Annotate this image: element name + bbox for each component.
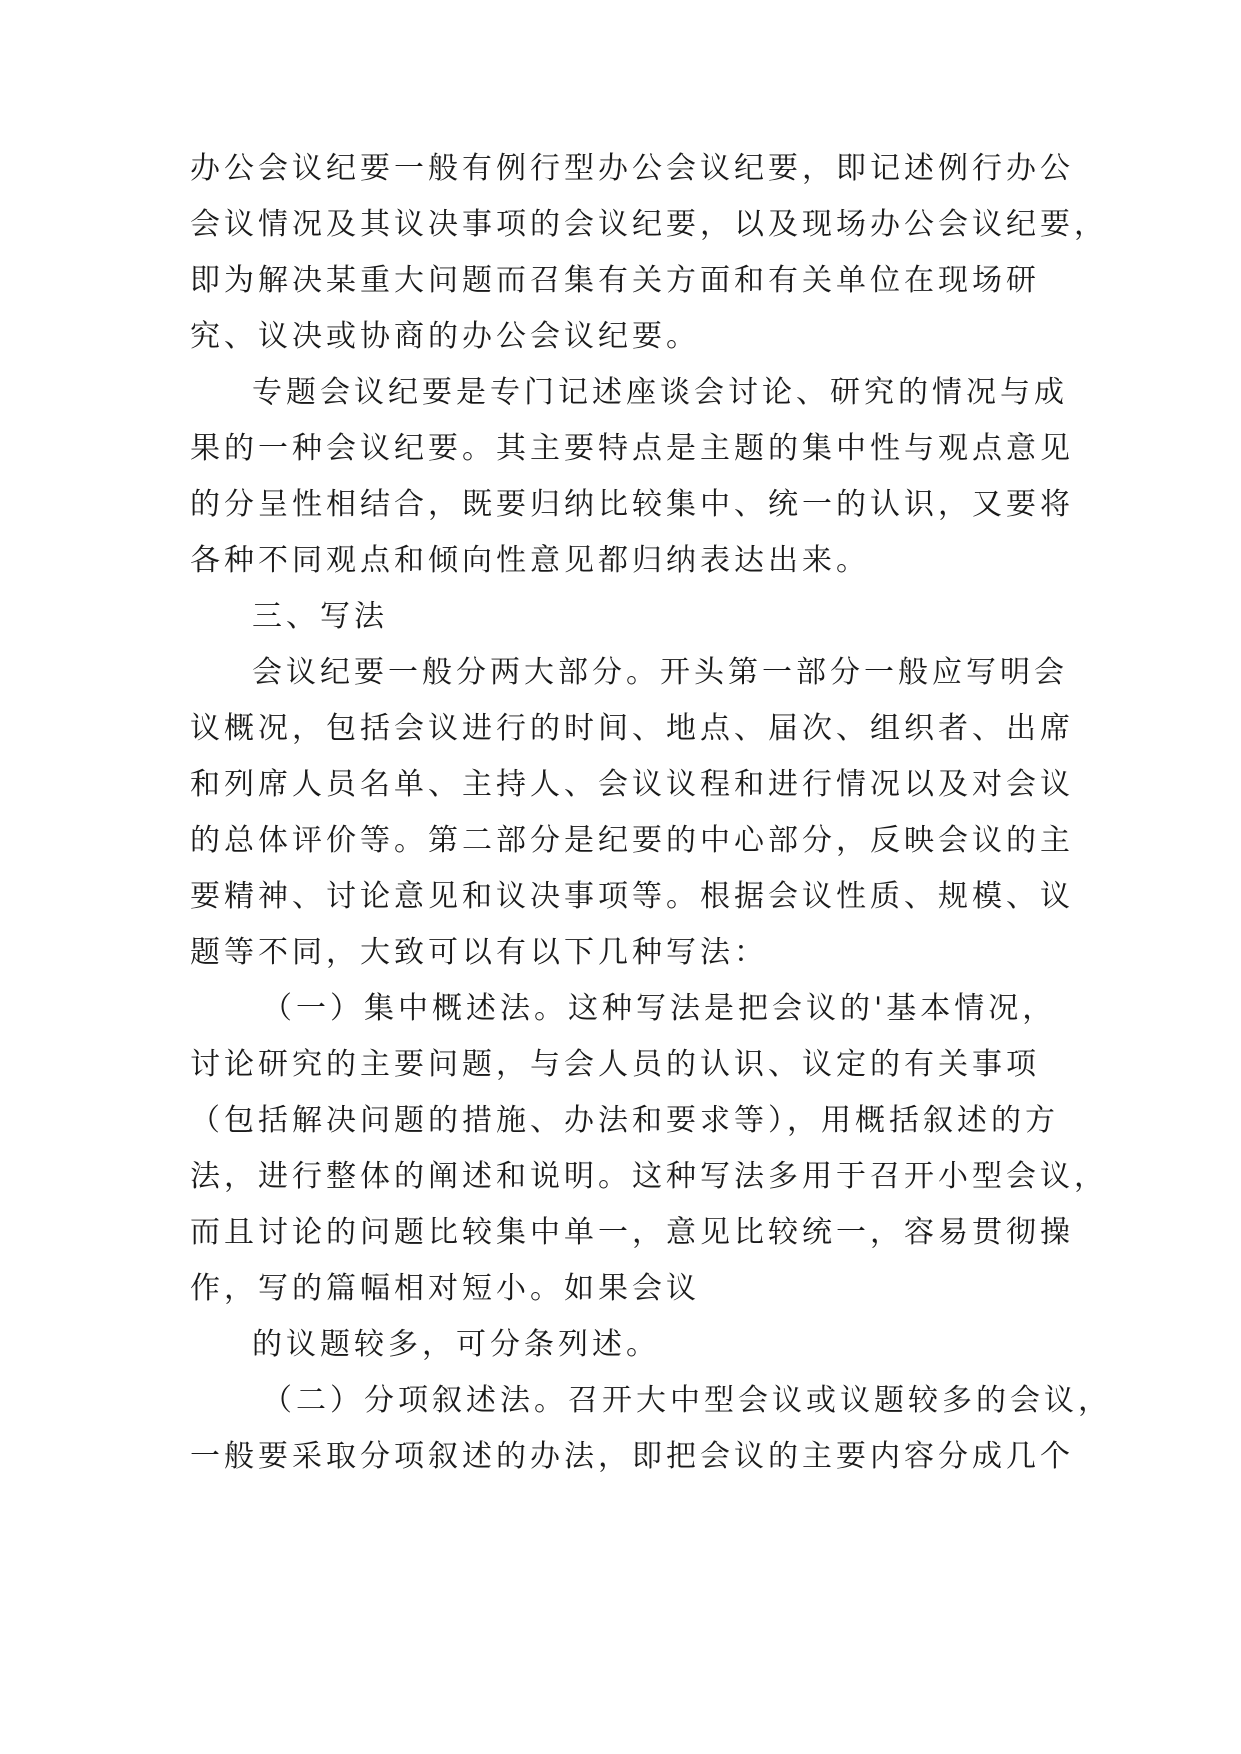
paragraph-line: 议概况，包括会议进行的时间、地点、届次、组织者、出席 bbox=[190, 711, 1074, 746]
paragraph-line: （一）集中概述法。这种写法是把会议的'基本情况， bbox=[262, 991, 1057, 1026]
paragraph-line: 的议题较多，可分条列述。 bbox=[252, 1327, 660, 1362]
paragraph-line: 各种不同观点和倾向性意见都归纳表达出来。 bbox=[190, 543, 870, 578]
paragraph-line: 的总体评价等。第二部分是纪要的中心部分，反映会议的主 bbox=[190, 823, 1074, 858]
paragraph-line: 要精神、讨论意见和议决事项等。根据会议性质、规模、议 bbox=[190, 879, 1074, 914]
section-heading: 三、写法 bbox=[252, 599, 388, 634]
paragraph-line: 会议情况及其议决事项的会议纪要，以及现场办公会议纪要， bbox=[190, 207, 1108, 242]
paragraph-line: 法，进行整体的阐述和说明。这种写法多用于召开小型会议， bbox=[190, 1159, 1108, 1194]
paragraph-line: 一般要采取分项叙述的办法，即把会议的主要内容分成几个 bbox=[190, 1439, 1074, 1474]
paragraph-line: 专题会议纪要是专门记述座谈会讨论、研究的情况与成 bbox=[252, 375, 1068, 410]
paragraph-line: （包括解决问题的措施、办法和要求等），用概括叙述的方 bbox=[190, 1103, 1059, 1138]
paragraph-line: 讨论研究的主要问题，与会人员的认识、议定的有关事项 bbox=[190, 1047, 1040, 1082]
paragraph-line: 作，写的篇幅相对短小。如果会议 bbox=[190, 1271, 700, 1306]
paragraph-line: 题等不同，大致可以有以下几种写法： bbox=[190, 935, 768, 970]
paragraph-line: 即为解决某重大问题而召集有关方面和有关单位在现场研 bbox=[190, 263, 1040, 298]
paragraph-line: 的分呈性相结合，既要归纳比较集中、统一的认识，又要将 bbox=[190, 487, 1074, 522]
paragraph-line: 和列席人员名单、主持人、会议议程和进行情况以及对会议 bbox=[190, 767, 1074, 802]
paragraph-line: 会议纪要一般分两大部分。开头第一部分一般应写明会 bbox=[252, 655, 1068, 690]
paragraph-line: 果的一种会议纪要。其主要特点是主题的集中性与观点意见 bbox=[190, 431, 1074, 466]
paragraph-line: 办公会议纪要一般有例行型办公会议纪要，即记述例行办公 bbox=[190, 151, 1074, 186]
paragraph-line: 而且讨论的问题比较集中单一，意见比较统一，容易贯彻操 bbox=[190, 1215, 1074, 1250]
paragraph-line: （二）分项叙述法。召开大中型会议或议题较多的会议， bbox=[262, 1383, 1112, 1418]
paragraph-line: 究、议决或协商的办公会议纪要。 bbox=[190, 319, 700, 354]
